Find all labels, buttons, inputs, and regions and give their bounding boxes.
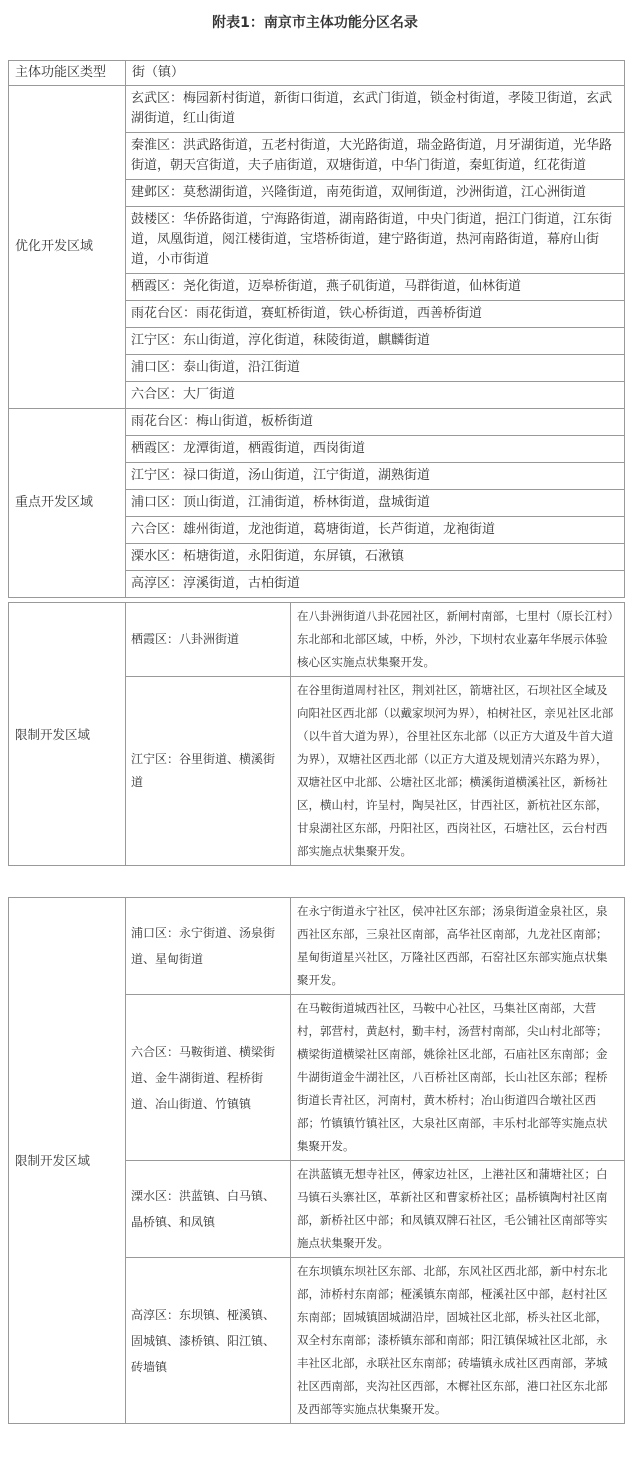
detail-cell: 在谷里街道周村社区，荆刘社区，箭塘社区，石坝社区全域及向阳社区西北部（以戴家坝河为界），柏树社区，亲见社区北部（以牛首大道为界），谷里社区东北部（以正方大道及牛首大道为界），双塘社区西北部（以正方大道及规划清兴东路为界），双塘社区中北部、公塘社区北部；横溪街道横溪社区，新杨社区，横山村，许呈村，陶吴社区，甘西社区，新杭社区东部，甘泉湖社区东部，丹阳社区，西岗社区，石塘社区，云台村西部实施点状集聚开发。: [291, 677, 625, 866]
district-cell: 六合区：马鞍街道、横梁街道、金牛湖街道、程桥街道、冶山街道、竹镇镇: [126, 995, 291, 1161]
detail-cell: 在马鞍街道城西社区，马鞍中心社区，马集社区南部，大营村，郭营村，黄赵村，勤丰村，汤营村南部，尖山村北部等；横梁街道横梁社区南部，姚徐社区北部，石庙社区东南部；金牛湖街道金牛湖社区，八百桥社区南部，长山社区东部；程桥街道长青社区，河南村，黄木桥村；冶山街道四合墩社区西部；竹镇镇竹镇社区，大泉社区南部，丰乐村北部等实施点状集聚开发。: [291, 995, 625, 1161]
zone-type-restricted: 限制开发区域: [9, 898, 126, 1424]
table-cell: 玄武区：梅园新村街道，新街口街道，玄武门街道，锁金村街道，孝陵卫街道，玄武湖街道，红山街道: [126, 86, 625, 133]
district-cell: 江宁区：谷里街道、横溪街道: [126, 677, 291, 866]
detail-cell: 在洪蓝镇无想寺社区，傅家边社区，上港社区和蒲塘社区；白马镇石头寨社区，革新社区和曹家桥社区；晶桥镇陶村社区南部，新桥社区中部；和凤镇双牌石社区，毛公铺社区南部等实施点状集聚开发。: [291, 1161, 625, 1258]
detail-cell: 在永宁街道永宁社区，侯冲社区东部；汤泉街道金泉社区，泉西社区东部，三泉社区南部，高华社区南部，九龙社区南部；星甸街道星兴社区，万隆社区西部，石窑社区东部实施点状集聚开发。: [291, 898, 625, 995]
table-cell: 栖霞区：尧化街道，迈皋桥街道，燕子矶街道，马群街道，仙林街道: [126, 274, 625, 301]
header-type: 主体功能区类型: [9, 61, 126, 86]
header-street: 街（镇）: [126, 61, 625, 86]
zone-table-main: [8, 60, 625, 598]
zone-table-restricted-b: [8, 897, 625, 1424]
table-cell: 江宁区：禄口街道，汤山街道，江宁街道，湖熟街道: [126, 463, 625, 490]
table-cell: 溧水区：柘塘街道，永阳街道，东屏镇，石湫镇: [126, 544, 625, 571]
table-title: 附表1：南京市主体功能分区名录: [212, 15, 418, 31]
detail-cell: 在东坝镇东坝社区东部、北部，东风社区西北部，新中村东北部，沛桥村东南部；桠溪镇东南部，桠溪社区中部，赵村社区东南部；固城镇固城湖沿岸，固城社区北部，桥头社区北部，双全村东南部；漆桥镇东部和南部；阳江镇保城社区北部，永丰社区北部，永联社区东南部；砖墙镇永成社区西南部，茅城社区西南部，夹沟社区西部，木樨社区东部，港口社区东北部及西部等实施点状集聚开发。: [291, 1258, 625, 1424]
table-header-row: [9, 61, 625, 86]
zone-table-restricted-a: [8, 602, 625, 866]
district-cell: 高淳区：东坝镇、桠溪镇、固城镇、漆桥镇、阳江镇、砖墙镇: [126, 1258, 291, 1424]
table-cell: 栖霞区：龙潭街道，栖霞街道，西岗街道: [126, 436, 625, 463]
table-cell: 雨花台区：梅山街道，板桥街道: [126, 409, 625, 436]
district-cell: 溧水区：洪蓝镇、白马镇、晶桥镇、和凤镇: [126, 1161, 291, 1258]
table-row: [9, 409, 625, 436]
zone-type-restricted: 限制开发区域: [9, 603, 126, 866]
district-cell: 栖霞区：八卦洲街道: [126, 603, 291, 677]
table-row: [9, 898, 625, 995]
zone-type-optimized: 优化开发区域: [9, 86, 126, 409]
table-cell: 高淳区：淳溪街道，古柏街道: [126, 571, 625, 598]
table-cell: 雨花台区：雨花街道，赛虹桥街道，铁心桥街道，西善桥街道: [126, 301, 625, 328]
table-cell: 鼓楼区：华侨路街道，宁海路街道，湖南路街道，中央门街道，挹江门街道，江东街道，凤凰街道，阅江楼街道，宝塔桥街道，建宁路街道，热河南路街道，幕府山街道，小市街道: [126, 207, 625, 274]
detail-cell: 在八卦洲街道八卦花园社区，新闸村南部，七里村（原长江村）东北部和北部区域，中桥，外沙，下坝村农业嘉年华展示体验核心区实施点状集聚开发。: [291, 603, 625, 677]
table-cell: 六合区：大厂街道: [126, 382, 625, 409]
table-cell: 六合区：雄州街道，龙池街道，葛塘街道，长芦街道，龙袍街道: [126, 517, 625, 544]
table-cell: 建邺区：莫愁湖街道，兴隆街道，南苑街道，双闸街道，沙洲街道，江心洲街道: [126, 180, 625, 207]
district-cell: 浦口区：永宁街道、汤泉街道、星甸街道: [126, 898, 291, 995]
table-cell: 江宁区：东山街道，淳化街道，秣陵街道，麒麟街道: [126, 328, 625, 355]
zone-type-key: 重点开发区域: [9, 409, 126, 598]
table-cell: 秦淮区：洪武路街道，五老村街道，大光路街道，瑞金路街道，月牙湖街道，光华路街道，朝天宫街道，夫子庙街道，双塘街道，中华门街道，秦虹街道，红花街道: [126, 133, 625, 180]
table-row: [9, 86, 625, 133]
table-row: [9, 603, 625, 677]
table-cell: 浦口区：顶山街道，江浦街道，桥林街道，盘城街道: [126, 490, 625, 517]
table-cell: 浦口区：泰山街道，沿江街道: [126, 355, 625, 382]
